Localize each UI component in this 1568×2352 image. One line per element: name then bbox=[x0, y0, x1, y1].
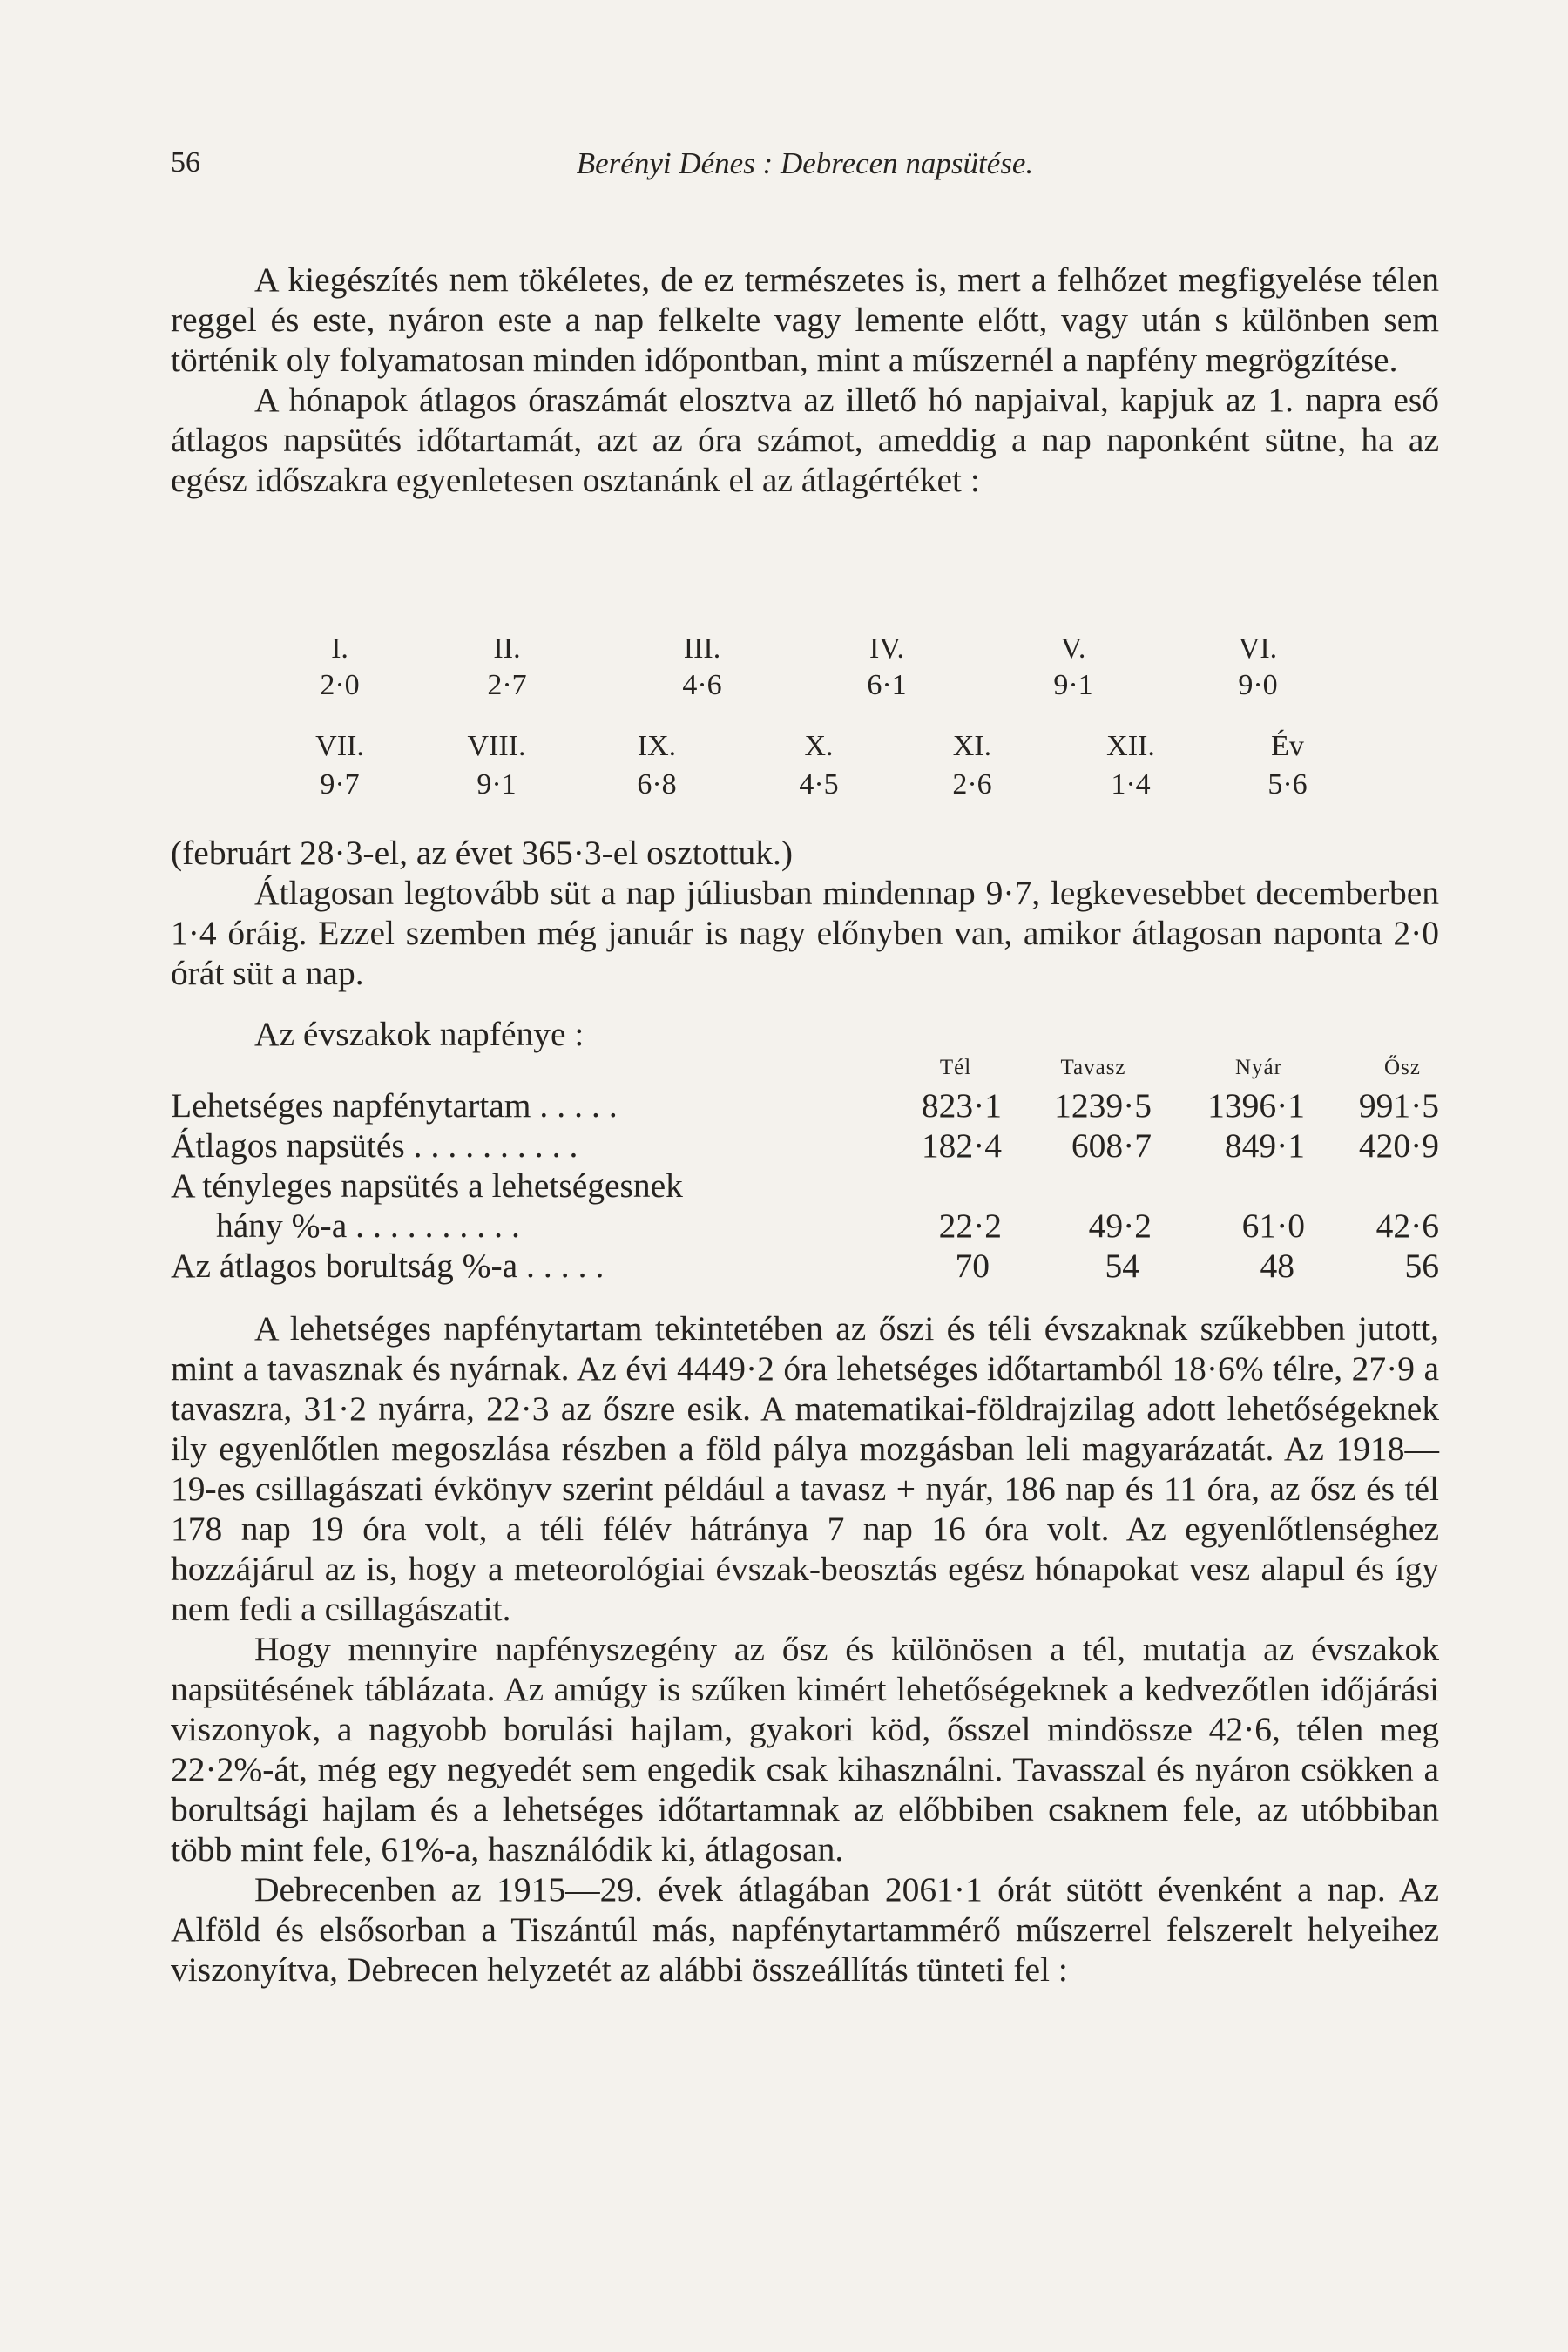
table-cell: IX. bbox=[637, 730, 677, 762]
table-cell: 49·2 bbox=[1088, 1206, 1152, 1245]
column-header-autumn: Ősz bbox=[1384, 1056, 1421, 1079]
row-label: hány %-a .......... bbox=[216, 1206, 529, 1245]
table-row-month-values-2 bbox=[171, 768, 1439, 805]
table-cell: V. bbox=[1060, 632, 1086, 665]
table-cell: XII. bbox=[1106, 730, 1155, 762]
table-cell: 823·1 bbox=[921, 1086, 1002, 1125]
table-cell: 56 bbox=[1404, 1247, 1439, 1285]
table-cell: 420·9 bbox=[1358, 1126, 1439, 1165]
table-cell: 70 bbox=[955, 1247, 990, 1285]
table-row bbox=[171, 1206, 1439, 1246]
paragraph: (februárt 28·3-el, az évet 365·3-el osztottuk.) bbox=[171, 834, 793, 872]
paragraph: A lehetséges napfénytartam tekintetében az őszi és téli évszaknak szűkebben jutott, mint a tavasznak és nyárnak. Az évi 4449·2 óra lehetséges időtartamból 18·6% télre, 27·9 a tavaszra, 31·2 nyárra, 22·3 az őszre esik. A matematikai-földrajzilag adott lehetőségeknek ily egyenlőtlen megoszlása részben a föld pálya mozgásban leli magyarázatát. Az 1918—19-es csillagászati évkönyv szerint például a tavasz + nyár, 186 nap és 11 óra, az ősz és tél 178 nap 19 óra volt, a téli félév hátránya 7 nap 16 óra volt. Az egyenlőtlenséghez hozzájárul az is, hogy a meteorológiai évszak-beosztás egész hónapokat vesz alapul és így nem fedi a csillagászatit. bbox=[171, 1309, 1439, 1628]
table-cell: 2·7 bbox=[487, 669, 527, 701]
table-cell: Év bbox=[1271, 730, 1304, 762]
paragraph: A kiegészítés nem tökéletes, de ez természetes is, mert a felhőzet megfigyelése télen reggel és este, nyáron este a nap felkelte vagy lemente előtt, vagy után s különben sem történik oly folyamatosan minden időpontban, mint a műszernél a napfény megrögzítése. bbox=[171, 260, 1439, 379]
table-cell: 61·0 bbox=[1241, 1206, 1305, 1245]
table-cell: 849·1 bbox=[1224, 1126, 1305, 1165]
table-cell: 1·4 bbox=[1111, 768, 1151, 801]
table-cell: 48 bbox=[1260, 1247, 1294, 1285]
table-cell: I. bbox=[331, 632, 348, 665]
table-cell: 4·6 bbox=[682, 669, 722, 701]
page-number: 56 bbox=[171, 146, 200, 179]
table-cell: II. bbox=[493, 632, 521, 665]
table-cell: 9·0 bbox=[1238, 669, 1278, 701]
column-header-winter: Tél bbox=[939, 1056, 972, 1079]
table-row bbox=[171, 1166, 1439, 1206]
table-cell: VII. bbox=[315, 730, 364, 762]
running-title: Berényi Dénes : Debrecen napsütése. bbox=[576, 146, 1034, 180]
text-block-bottom bbox=[171, 1308, 1439, 1990]
row-label: A tényleges napsütés a lehetségesnek bbox=[171, 1166, 683, 1205]
table-cell: IV. bbox=[869, 632, 904, 665]
text-block-top bbox=[171, 260, 1439, 500]
row-label: Átlagos napsütés .......... bbox=[171, 1126, 587, 1165]
table-cell: 2·0 bbox=[320, 669, 360, 701]
table-cell: 608·7 bbox=[1071, 1126, 1152, 1165]
column-header-spring: Tavasz bbox=[1060, 1056, 1126, 1079]
column-header-summer: Nyár bbox=[1235, 1056, 1282, 1079]
row-label: Lehetséges napfénytartam ..... bbox=[171, 1086, 626, 1125]
table-cell: 9·1 bbox=[476, 768, 517, 801]
text-block-middle bbox=[171, 833, 1439, 993]
table-cell: 22·2 bbox=[938, 1206, 1002, 1245]
table-row bbox=[171, 1125, 1439, 1166]
table-cell: 1396·1 bbox=[1207, 1086, 1305, 1125]
table-row bbox=[171, 1085, 1439, 1125]
paragraph: Átlagosan legtovább süt a nap júliusban mindennap 9·7, legkevesebbet decemberben 1·4 óráig. Ezzel szemben még január is nagy előnyben van, amikor átlagosan naponta 2·0 órát süt a nap. bbox=[171, 874, 1439, 992]
table-cell: VI. bbox=[1238, 632, 1278, 665]
table-row-month-values-1 bbox=[171, 669, 1439, 706]
table-cell: 6·8 bbox=[637, 768, 677, 801]
table-cell: X. bbox=[804, 730, 834, 762]
table-cell: XI. bbox=[952, 730, 992, 762]
table-row-month-headers-1 bbox=[171, 632, 1439, 669]
table-cell: 182·4 bbox=[921, 1126, 1002, 1165]
table-cell: 4·5 bbox=[799, 768, 839, 801]
table-cell: 991·5 bbox=[1358, 1086, 1439, 1125]
table-cell: 6·1 bbox=[867, 669, 907, 701]
table-cell: 5·6 bbox=[1267, 768, 1308, 801]
table-cell: 54 bbox=[1105, 1247, 1139, 1285]
table-cell: 9·1 bbox=[1053, 669, 1093, 701]
table-cell: III. bbox=[683, 632, 721, 665]
paragraph: A hónapok átlagos óraszámát elosztva az illető hó napjaival, kapjuk az 1. napra eső átlagos napsütés időtartamát, azt az óra számot, ameddig a nap naponként sütne, ha az egész időszakra egyenletesen osztanánk el az átlagértéket : bbox=[171, 381, 1439, 499]
row-label: Az átlagos borultság %-a ..... bbox=[171, 1247, 613, 1285]
table-row-month-headers-2 bbox=[171, 730, 1439, 767]
table-row bbox=[171, 1246, 1439, 1286]
seasons-table-intro: Az évszakok napfénye : bbox=[254, 1015, 585, 1053]
paragraph: Hogy mennyire napfényszegény az ősz és különösen a tél, mutatja az évszakok napsütésének táblázata. Az amúgy is szűken kimért lehetőségeknek a kedvezőtlen időjárási viszonyok, a nagyobb borulási hajlam, gyakori köd, ősszel mindössze 42·6, télen meg 22·2%-át, még egy negyedét sem engedik csak kihasználni. Tavasszal és nyáron csökken a borultsági hajlam és a lehetséges időtartamnak az előbbiben csaknem fele, az utóbbiban több mint fele, 61%-a, használódik ki, átlagosan. bbox=[171, 1630, 1439, 1869]
page-header bbox=[171, 146, 1439, 188]
table-cell: 9·7 bbox=[320, 768, 360, 801]
table-cell: 42·6 bbox=[1375, 1206, 1439, 1245]
table-cell: VIII. bbox=[467, 730, 526, 762]
table-cell: 1239·5 bbox=[1054, 1086, 1152, 1125]
table-cell: 2·6 bbox=[952, 768, 992, 801]
paragraph: Debrecenben az 1915—29. évek átlagában 2061·1 órát sütött évenként a nap. Az Alföld és elsősorban a Tiszántúl más, napfénytartammérő műszerrel felszerelt helyeihez viszonyítva, Debrecen helyzetét az alábbi összeállítás tünteti fel : bbox=[171, 1870, 1439, 1989]
